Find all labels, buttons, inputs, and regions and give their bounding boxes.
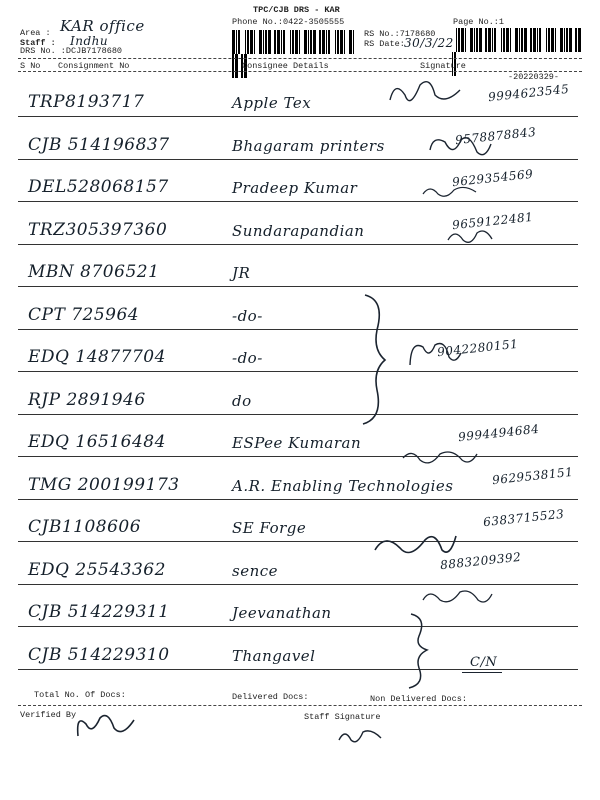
consignee-name: -do- xyxy=(232,349,263,367)
columns-divider xyxy=(18,71,582,72)
barcode-left xyxy=(232,30,357,54)
consignee-name: SE Forge xyxy=(232,519,307,537)
consignment-number: CJB 514196837 xyxy=(28,134,170,155)
col-signature: Signature xyxy=(420,61,466,71)
consignment-number: CJB 514229311 xyxy=(28,602,170,622)
row-line xyxy=(18,286,578,287)
consignment-number: MBN 8706521 xyxy=(28,262,160,282)
row-line xyxy=(18,541,578,542)
row-line xyxy=(18,414,578,415)
staff-signature xyxy=(335,726,385,748)
row-line xyxy=(18,201,578,202)
consignee-name: Jeevanathan xyxy=(232,604,332,622)
consignee-phone: 9994623545 xyxy=(487,81,570,105)
consignee-phone: 8883209392 xyxy=(439,549,522,572)
verifier-signature xyxy=(70,706,140,746)
signature-scribble xyxy=(400,446,480,471)
rs-number: RS No.:7178680 xyxy=(364,29,436,39)
staff-value: Indhu xyxy=(70,34,109,48)
area-label: Area : xyxy=(20,28,51,38)
cn-note: C/N xyxy=(470,655,498,670)
row-line xyxy=(18,584,578,585)
consignee-phone: 9629354569 xyxy=(451,166,534,190)
date-stamp: -20220329- xyxy=(508,72,560,82)
col-consignee: Consignee Details xyxy=(242,61,329,71)
non-delivered-docs-label: Non Delivered Docs: xyxy=(370,694,467,704)
signature-scribble xyxy=(420,182,480,202)
staff-signature-label: Staff Signature xyxy=(304,712,381,722)
consignee-name: JR xyxy=(232,264,251,282)
total-docs-label: Total No. Of Docs: xyxy=(34,690,126,700)
consignee-name: Bhagaram printers xyxy=(232,136,385,155)
consignee-name: Sundarapandian xyxy=(232,221,365,240)
phone-number: Phone No.:0422-3505555 xyxy=(232,17,345,27)
row-line xyxy=(18,456,578,457)
signature-scribble xyxy=(385,70,465,115)
col-sno: S No xyxy=(20,61,41,71)
row-line xyxy=(18,499,578,500)
consignee-name: Thangavel xyxy=(232,646,316,665)
consignee-name: A.R. Enabling Technologies xyxy=(232,476,454,495)
row-line xyxy=(18,329,578,330)
consignment-number: EDQ 14877704 xyxy=(28,347,166,367)
consignee-phone: 9629538151 xyxy=(491,464,574,487)
report-title: TPC/CJB DRS - KAR xyxy=(253,5,340,15)
consignment-number: TRP8193717 xyxy=(28,92,145,112)
consignment-number: TRZ305397360 xyxy=(28,219,168,240)
col-consignment: Consignment No xyxy=(58,61,130,71)
signature-scribble xyxy=(405,335,465,375)
signature-scribble xyxy=(445,225,495,250)
row-line xyxy=(18,116,578,117)
cn-underline xyxy=(462,672,502,673)
bracket-mark xyxy=(355,290,395,430)
drs-number: DRS No. :DCJB7178680 xyxy=(20,46,123,56)
barcode-right xyxy=(452,28,582,52)
rs-date-label: RS Date: xyxy=(364,39,405,49)
consignee-phone: 9578878843 xyxy=(454,124,537,147)
consignment-number: CJB1108606 xyxy=(28,517,142,537)
consignment-number: EDQ 25543362 xyxy=(28,559,166,580)
verified-by-label: Verified By xyxy=(20,710,77,720)
consignee-name: -do- xyxy=(232,306,263,325)
rs-date-value: 30/3/22 xyxy=(404,36,454,50)
header-divider xyxy=(18,58,582,59)
row-line xyxy=(18,626,578,627)
consignee-name: ESPee Kumaran xyxy=(232,434,362,452)
consignment-number: DEL528068157 xyxy=(28,177,169,197)
delivered-docs-label: Delivered Docs: xyxy=(232,692,309,702)
consignment-number: CPT 725964 xyxy=(28,304,140,325)
consignee-phone: 9994494684 xyxy=(457,421,540,445)
consignment-number: TMG 200199173 xyxy=(28,474,180,495)
area-value: KAR office xyxy=(60,17,145,35)
staff-label: Staff : xyxy=(20,38,56,48)
consignee-name: sence xyxy=(232,561,279,580)
consignee-name: Apple Tex xyxy=(232,94,312,112)
consignee-name: Pradeep Kumar xyxy=(232,179,358,197)
consignee-phone: 6383715523 xyxy=(482,506,565,530)
signature-scribble xyxy=(425,130,495,165)
consignment-number: RJP 2891946 xyxy=(28,389,146,410)
consignee-phone: 9659122481 xyxy=(451,209,534,232)
bracket-mark-2 xyxy=(405,610,435,690)
consignee-phone: 9042280151 xyxy=(436,336,519,360)
consignee-name: do xyxy=(232,391,252,410)
consignment-number: CJB 514229310 xyxy=(28,644,170,665)
page-number: Page No.:1 xyxy=(453,17,505,27)
row-line xyxy=(18,371,578,372)
consignment-number: EDQ 16516484 xyxy=(28,432,166,452)
signature-scribble xyxy=(370,528,460,563)
signature-scribble xyxy=(420,586,495,608)
